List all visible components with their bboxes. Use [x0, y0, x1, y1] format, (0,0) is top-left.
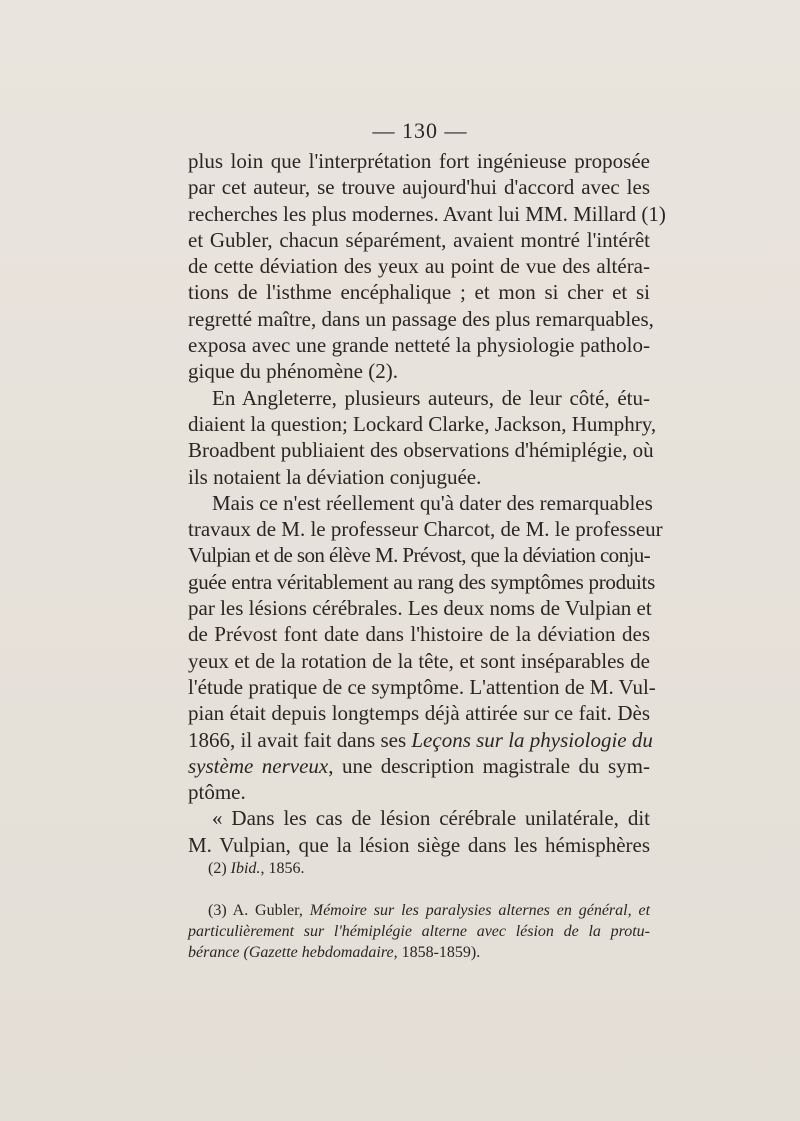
text-fragment: , une description magistrale du sym- [328, 753, 650, 778]
footnote-title: Mémoire sur les paralysies alternes en général, et [309, 902, 651, 919]
text-line: Vulpian et de son élève M. Prévost, que la déviation conju- [188, 543, 650, 568]
text-line: pian était depuis longtemps déjà attirée sur ce fait. Dès [188, 701, 650, 726]
text-line: regretté maître, dans un passage des plus remarquables, [188, 306, 654, 331]
italic-title: Leçons sur la physiologie du [411, 727, 653, 752]
footnote-number: (2) [208, 860, 227, 877]
text-line [188, 753, 650, 779]
page-number: — 130 — [372, 118, 468, 143]
text-line: par cet auteur, se trouve aujourd'hui d'accord avec les [188, 175, 650, 200]
text-line: gique du phénomène (2). [188, 359, 398, 384]
text-line: de Prévost font date dans l'histoire de la déviation des [188, 622, 650, 647]
footnote-author: A. Gubler, [232, 902, 303, 919]
text-line: tions de l'isthme encéphalique ; et mon si cher et si [188, 280, 650, 305]
text-line: Mais ce n'est réellement qu'à dater des remarquables [212, 490, 653, 515]
footnote-line [188, 900, 650, 921]
footnote-years: 1858-1859). [401, 944, 481, 961]
footnote-line [188, 942, 650, 963]
text-line: travaux de M. le professeur Charcot, de M. le professeur [188, 517, 663, 542]
text-line: plus loin que l'interprétation fort ingénieuse proposée [188, 149, 650, 173]
text-line: En Angleterre, plusieurs auteurs, de leur côté, étu- [212, 385, 650, 410]
text-line: de cette déviation des yeux au point de vue des altéra- [188, 254, 650, 279]
text-line: et Gubler, chacun séparément, avaient montré l'intérêt [188, 227, 650, 252]
text-line: guée entra véritablement au rang des symptômes produits [188, 569, 655, 594]
text-line: Broadbent publiaient des observations d'hémiplégie, où [188, 438, 654, 463]
footnote-line [188, 921, 650, 942]
text-line: exposa avec une grande netteté la physiologie patholo- [188, 333, 650, 358]
footnote-journal: (Gazette hebdomadaire, [243, 944, 398, 961]
text-line: recherches les plus modernes. Avant lui MM. Millard (1) [188, 201, 666, 226]
text-line: diaient la question; Lockard Clarke, Jackson, Humphry, [188, 411, 657, 436]
text-line: yeux et de la rotation de la tête, et sont inséparables de [188, 648, 650, 673]
footnote-2 [188, 860, 650, 878]
italic-title: système nerveux [188, 753, 329, 778]
footnote-title: particulièrement sur l'hémiplégie alterne avec lésion de la protu- [188, 923, 650, 940]
text-line: l'étude pratique de ce symptôme. L'attention de M. Vul- [188, 674, 656, 699]
footnote-text: , 1856. [260, 860, 305, 877]
text-fragment: 1866, il avait fait dans ses [188, 727, 407, 752]
text-line [188, 727, 653, 753]
footnote-italic: Ibid. [230, 860, 261, 877]
footnote-number: (3) [208, 902, 227, 919]
body-text [188, 148, 666, 858]
text-line: « Dans les cas de lésion cérébrale unilatérale, dit [212, 806, 650, 831]
footnote-title: bérance [188, 944, 240, 961]
text-line: par les lésions cérébrales. Les deux noms de Vulpian et [188, 596, 652, 621]
text-line: ptôme. [188, 780, 246, 805]
footnote-3 [188, 900, 650, 963]
text-line: ils notaient la déviation conjuguée. [188, 464, 482, 489]
text-line: M. Vulpian, que la lésion siège dans les hémisphères [188, 832, 650, 857]
